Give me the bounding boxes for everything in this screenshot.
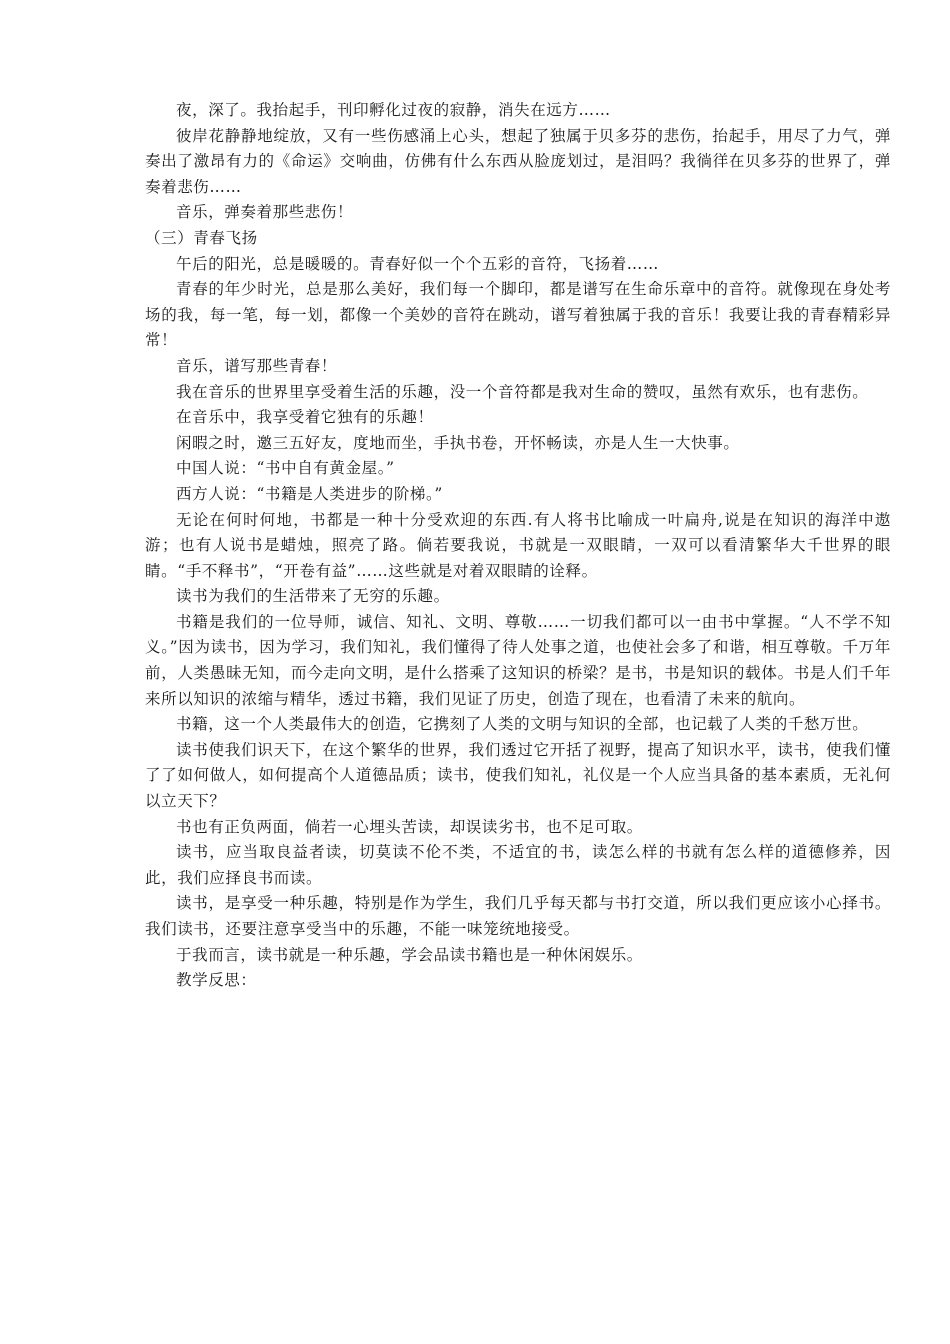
paragraph: 书籍是我们的一位导师，诚信、知礼、文明、尊敬……一切我们都可以一由书中掌握。“人不学不知义。”因为读书，因为学习，我们知礼，我们懂得了待人处事之道，也使社会多了和谐，相互尊敬。千万年前，人类愚昧无知，而今走向文明，是什么搭乘了这知识的桥梁？是书，书是知识的载体。书是人们千年来所以知识的浓缩与精华，透过书籍，我们见证了历史，创造了现在，也看清了未来的航向。: [145, 612, 891, 708]
paragraph: 彼岸花静静地绽放，又有一些伤感涌上心头，想起了独属于贝多芬的悲伤，抬起手，用尽了力气，弹奏出了激昂有力的《命运》交响曲，仿佛有什么东西从脸庞划过，是泪吗？我徜徉在贝多芬的世界了，弹奏着悲伤……: [145, 126, 891, 196]
paragraph: 午后的阳光，总是暖暖的。青春好似一个个五彩的音符，飞扬着……: [176, 254, 660, 273]
paragraph: 我在音乐的世界里享受着生活的乐趣，没一个音符都是我对生命的赞叹，虽然有欢乐，也有悲伤。: [176, 382, 869, 401]
paragraph: 音乐，谱写那些青春！: [176, 356, 338, 375]
paragraph: 闲暇之时，邀三五好友，度地而坐，手执书卷，开怀畅读，亦是人生一大快事。: [176, 433, 740, 452]
paragraph: 读书，是享受一种乐趣，特别是作为学生，我们几乎每天都与书打交道，所以我们更应该小心择书。我们读书，还要注意享受当中的乐趣，不能一味笼统地接受。: [145, 894, 891, 938]
paragraph: 中国人说：“书中自有黄金屋。”: [176, 459, 395, 478]
paragraph: 书籍，这一个人类最伟大的创造，它携刻了人类的文明与知识的全部，也记载了人类的千愁万世。: [176, 715, 869, 734]
paragraph: 夜，深了。我抬起手，刊印孵化过夜的寂静，消失在远方……: [176, 101, 611, 119]
section-heading: （三）青春飞扬: [145, 228, 258, 247]
paragraph: 在音乐中，我享受着它独有的乐趣！: [176, 408, 434, 427]
paragraph: 无论在何时何地，书都是一种十分受欢迎的东西.有人将书比喻成一叶扁舟,说是在知识的海洋中遨游；也有人说书是蜡烛，照亮了路。倘若要我说，书就是一双眼睛，一双可以看清繁华大千世界的眼睛。“手不释书”，“开卷有益”……这些就是对着双眼睛的诠释。: [145, 510, 891, 580]
paragraph: 青春的年少时光，总是那么美好，我们每一个脚印，都是谱写在生命乐章中的音符。就像现在身处考场的我，每一笔，每一划，都像一个美妙的音符在跳动，谱写着独属于我的音乐！我要让我的青春精彩异常！: [145, 280, 891, 350]
paragraph: 书也有正负两面，倘若一心埋头苦读，却误读劣书，也不足可取。: [176, 817, 643, 836]
paragraph: 于我而言，读书就是一种乐趣，学会品读书籍也是一种休闲娱乐。: [176, 945, 643, 964]
paragraph: 读书为我们的生活带来了无穷的乐趣。: [176, 587, 450, 606]
document-body: [145, 98, 891, 994]
paragraph: 读书使我们识天下，在这个繁华的世界，我们透过它开括了视野，提高了知识水平，读书，使我们懂了了如何做人，如何提高个人道德品质；读书，使我们知礼，礼仪是一个人应当具备的基本素质，无礼何以立天下？: [145, 740, 891, 811]
paragraph: 教学反思：: [176, 971, 257, 990]
paragraph: 音乐，弹奏着那些悲伤！: [176, 203, 354, 222]
paragraph: 读书，应当取良益者读，切莫读不伦不类，不适宜的书，读怎么样的书就有怎么样的道德修养，因此，我们应择良书而读。: [145, 843, 891, 887]
paragraph: 西方人说：“书籍是人类进步的阶梯。”: [176, 484, 443, 503]
